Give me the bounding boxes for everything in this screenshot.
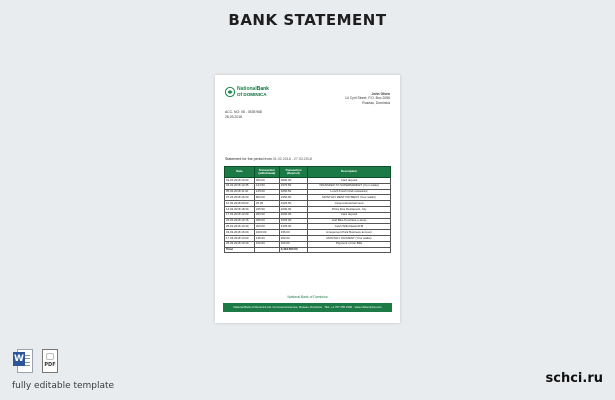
- pdf-label: PDF: [44, 362, 56, 368]
- cell-deposit: 3250.50: [279, 189, 307, 195]
- cell-deposit: 3500.00: [279, 178, 307, 184]
- cell-description: MONTHLY RENT PAYMENT (Your wallet): [307, 195, 390, 201]
- bank-logo: [225, 87, 269, 97]
- customer-name: John Olsen: [371, 92, 390, 96]
- word-icon: [13, 349, 33, 373]
- cell-withdrawal: 225.50: [254, 206, 279, 212]
- total-empty-cell: [307, 247, 390, 253]
- cell-date: 03.02.2018 13:45: [225, 183, 255, 189]
- header-deposit: Transaction (Deposit): [279, 167, 307, 178]
- cell-withdrawal: 200.00: [254, 224, 279, 230]
- customer-address: [345, 92, 390, 105]
- total-row: [225, 247, 391, 253]
- cell-description: Lunch Fresh Crab restaurant: [307, 189, 390, 195]
- bank-name-bold: Bank: [256, 86, 269, 92]
- cell-date: 05.02.2018 11:10: [225, 189, 255, 195]
- cell-date: 10.02.2018 09:00: [225, 201, 255, 207]
- cell-date: 01.02.2018 10:00: [225, 178, 255, 184]
- cell-date: 25.03.2018 10:30: [225, 241, 255, 247]
- header-date: Date: [225, 167, 255, 178]
- account-info: [225, 110, 262, 119]
- table-header-row: [225, 167, 391, 178]
- cell-date: 17.02.2018 12:00: [225, 212, 255, 218]
- brand-watermark: schci.ru: [545, 371, 603, 386]
- statement-page: [215, 75, 400, 323]
- thanks-line: National Bank of Dominica: [287, 295, 328, 299]
- cell-deposit: 335.00: [279, 230, 307, 236]
- cell-deposit: 2450.50: [279, 195, 307, 201]
- pdf-icon: [40, 349, 60, 373]
- cell-description: Card deposit: [307, 212, 390, 218]
- cell-withdrawal: 800.00: [254, 195, 279, 201]
- cell-description: Cash Withdrawal ATM: [307, 224, 390, 230]
- cell-deposit: 200.00: [279, 235, 307, 241]
- transactions-table: [224, 166, 391, 253]
- cell-description: Card deposit: [307, 178, 390, 184]
- account-number: ACC. NO: 08 - 0535 968: [225, 110, 262, 114]
- cell-description: Amusement Park Business account: [307, 230, 390, 236]
- cell-withdrawal: 100.00: [254, 241, 279, 247]
- cell-deposit: 1535.00: [279, 218, 307, 224]
- cell-deposit: 2425.50: [279, 201, 307, 207]
- bank-logo-icon: [225, 87, 235, 97]
- cell-date: 14.02.2018 18:30: [225, 206, 255, 212]
- total-label: Total: [225, 247, 255, 253]
- cell-description: Cinema Entertainment: [307, 201, 390, 207]
- cell-withdrawal: 200.00: [254, 212, 279, 218]
- cell-description: Gulf Bike Purchase e-store: [307, 218, 390, 224]
- cell-date: 03.03.2018 16:00: [225, 230, 255, 236]
- cell-description: TRANSFER TO SUPERMARKET (Your wallet): [307, 183, 390, 189]
- cell-deposit: 3375.50: [279, 183, 307, 189]
- cell-withdrawal: 135.00: [254, 235, 279, 241]
- cell-date: 25.02.2018 14:40: [225, 224, 255, 230]
- header-description: Description: [307, 167, 390, 178]
- format-icons: [13, 349, 60, 373]
- cell-withdrawal: 465.00: [254, 218, 279, 224]
- footer-bar: National Bank of Dominica Ltd. Commercial Avenue, Roseau, Dominica · TEL: +1 767 255 2300 · www.nbdominica.com: [223, 303, 392, 312]
- cell-withdrawal: 125.00: [254, 189, 279, 195]
- total-empty-cell: [254, 247, 279, 253]
- period-label: Statement for the period from: [225, 157, 272, 161]
- cell-withdrawal: 25.00: [254, 201, 279, 207]
- cell-deposit: 100.00: [279, 241, 307, 247]
- statement-period: [225, 157, 312, 161]
- word-letter: W: [14, 354, 24, 364]
- header-withdrawal: Transaction (withdrawal): [254, 167, 279, 178]
- cell-withdrawal: 200.00: [254, 178, 279, 184]
- cell-deposit: 1335.00: [279, 224, 307, 230]
- cell-description: Payment of Car Bills: [307, 241, 390, 247]
- customer-address-line1: 14 Cyril Street, P.O. Box 2056: [345, 96, 390, 101]
- cell-date: 20.02.2018 10:15: [225, 218, 255, 224]
- period-dates: 01.02.2018 - 27.03.2018: [272, 157, 312, 161]
- cell-deposit: 2000.00: [279, 212, 307, 218]
- bank-name-line2: Of DOMINICA: [237, 92, 267, 97]
- cell-deposit: 2200.00: [279, 206, 307, 212]
- cell-date: 17.03.2018 13:00: [225, 235, 255, 241]
- total-value: 3,404,500.00: [279, 247, 307, 253]
- bank-name-line1: National: [237, 86, 257, 92]
- cell-withdrawal: 124.50: [254, 183, 279, 189]
- page-title: BANK STATEMENT: [228, 11, 387, 29]
- customer-address-line2: Roseau, Dominica: [362, 100, 390, 105]
- cell-date: 07.02.2018 15:20: [225, 195, 255, 201]
- cell-withdrawal: 1000.00: [254, 230, 279, 236]
- cell-description: Pizza Kiss Restaurant, city: [307, 206, 390, 212]
- caption-text: fully editable template: [12, 381, 115, 391]
- cell-description: MONTHLY PAYMENT (Your wallet): [307, 235, 390, 241]
- statement-date: 28.03.2018: [225, 114, 242, 119]
